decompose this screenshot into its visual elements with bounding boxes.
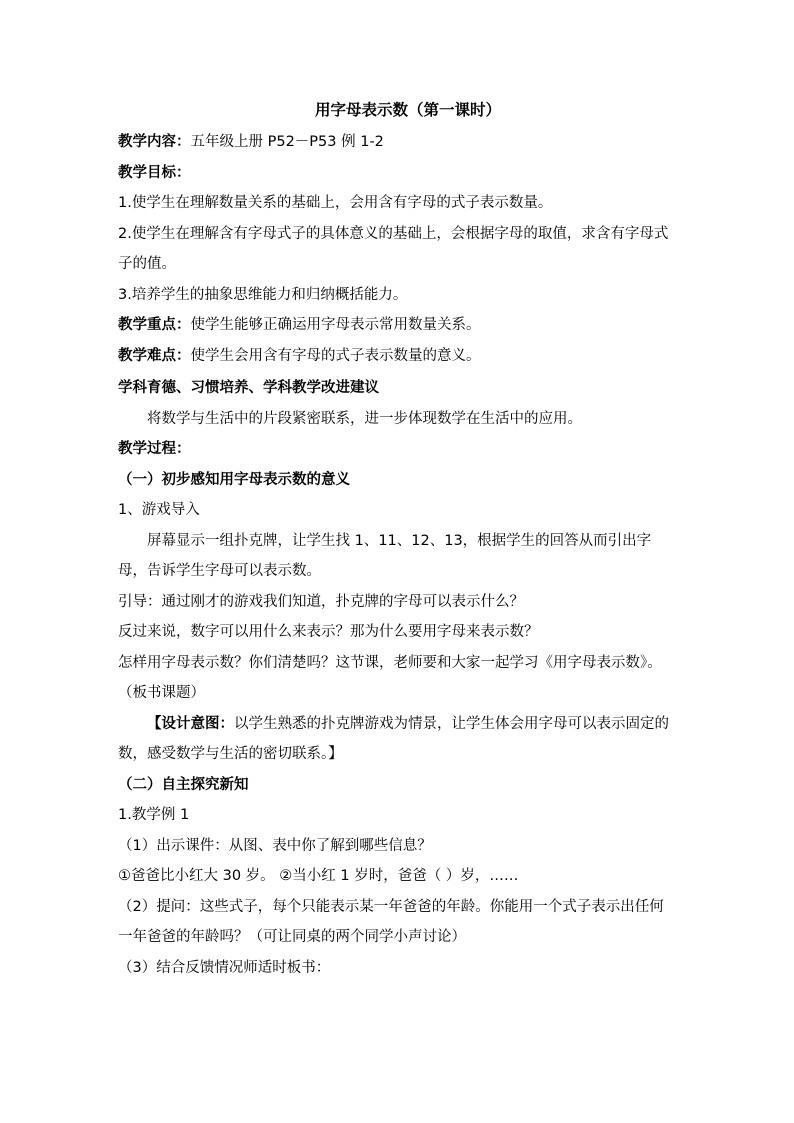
key-point-label: 教学重点： [118,317,191,333]
section-2-heading: （二）自主探究新知 [118,776,249,793]
goal-2: 2.使学生在理解含有字母式子的具体意义的基础上，会根据字母的取值，求含有字母式子的值。 [118,225,669,272]
reverse-text: 反过来说，数字可以用什么来表示？那为什么要用字母来表示数？ [118,624,539,640]
example-heading: 1.教学例 1 [118,807,190,823]
content-line [118,127,678,158]
step-3: （3）结合反馈情况师适时板书： [118,959,331,976]
design-label: 【设计意图： [147,715,234,732]
difficulty-value: 使学生会用含有字母的式子表示数量的意义。 [190,347,481,364]
board-note: （板书课题） [118,685,205,701]
document-title: 用字母表示数（第一课时） [314,101,501,119]
step-2: （2）提问：这些式子，每个只能表示某一年爸爸的年龄。你能用一个式子表示出任何一年爸爸的年龄吗？（可让同桌的两个同学小声讨论） [118,898,664,945]
game-text: 屏幕显示一组扑克牌，让学生找 1、11、12、13，根据学生的回答从而引出字母，告诉学生字母可以表示数。 [118,532,652,579]
design-text: 以学生熟悉的扑克牌游戏为情景，让学生体会用字母可以表示固定的数，感受数学与生活的密切联系。】 [118,715,669,762]
moral-text: 将数学与生活中的片段紧密联系，进一步体现数学在生活中的应用。 [147,410,582,427]
goal-1: 1.使学生在理解数量关系的基础上，会用含有字母的式子表示数量。 [118,195,553,211]
goals-label: 教学目标： [118,164,191,181]
key-point-line [118,310,678,341]
step-1: （1）出示课件：从图、表中你了解到哪些信息？ [118,837,432,854]
process-label: 教学过程： [118,441,191,457]
content-label: 教学内容： [118,134,191,150]
design-intent [118,709,678,770]
guide-text: 引导：通过刚才的游戏我们知道，扑克牌的字母可以表示什么？ [118,593,524,610]
content-value: 五年级上册 P52－P53 例 1-2 [190,134,384,150]
section-1-heading: （一）初步感知用字母表示数的意义 [118,471,350,488]
document-page [118,93,678,983]
step-1-items: ①爸爸比小红大 30 岁。 ②当小红 1 岁时，爸爸（ ）岁，…… [118,868,519,884]
difficulty-line [118,341,678,372]
key-point-value: 使学生能够正确运用字母表示常用数量关系。 [190,317,481,333]
goal-3: 3.培养学生的抽象思维能力和归纳概括能力。 [118,286,408,303]
game-heading: 1、游戏导入 [118,502,200,518]
moral-heading: 学科育德、习惯培养、学科教学改进建议 [118,380,379,396]
how-text: 怎样用字母表示数？你们清楚吗？这节课，老师要和大家一起学习《用字母表示数》。 [118,654,662,671]
difficulty-label: 教学难点： [118,347,191,364]
